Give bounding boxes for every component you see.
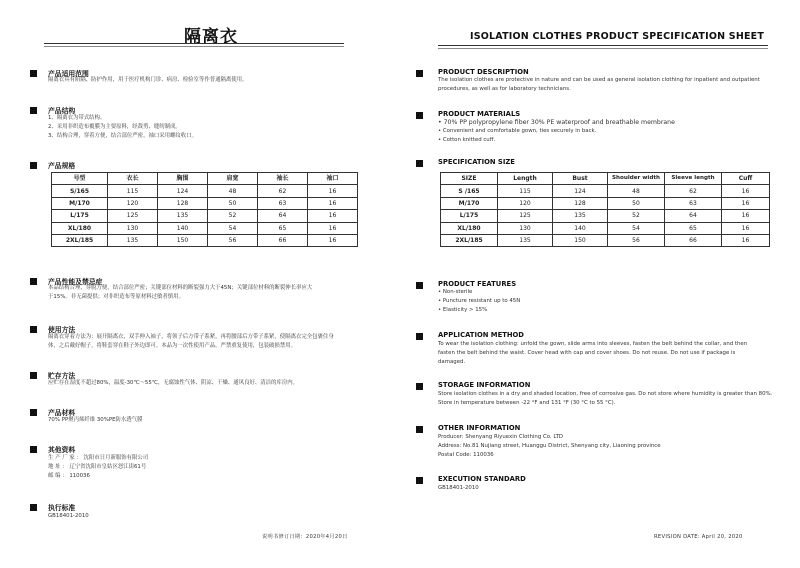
storage-text-line: 应贮存在湿度不超过80%，温度-30℃～55℃，无腐蚀性气体、阴凉、干燥、通风良好、清洁的库房内。 xyxy=(48,380,298,386)
section-title-other: OTHER INFORMATION xyxy=(438,424,521,432)
features-text-line: • Non-sterile xyxy=(438,289,473,295)
table-cell: 52 xyxy=(608,210,665,222)
table-cell: 2XL/185 xyxy=(441,234,498,246)
standard-text-line: GB18401-2010 xyxy=(438,485,479,491)
table-cell: 16 xyxy=(722,185,770,197)
page-title-en: ISOLATION CLOTHES PRODUCT SPECIFICATION SHEET xyxy=(470,31,765,42)
size-table-cn xyxy=(51,172,358,247)
table-cell: 16 xyxy=(722,234,770,246)
section-title-structure: 产品结构 xyxy=(48,107,76,115)
table-cell: 115 xyxy=(108,185,158,197)
table-cell: 16 xyxy=(308,197,358,209)
table-cell: 63 xyxy=(258,197,308,209)
table-header-cell: 衣长 xyxy=(108,173,158,185)
title-underline-thin xyxy=(44,46,344,47)
section-title-storage: 贮存方法 xyxy=(48,372,76,380)
table-cell: 48 xyxy=(208,185,258,197)
table-cell: 16 xyxy=(308,185,358,197)
section-title-features: PRODUCT FEATURES xyxy=(438,280,517,288)
table-header-cell: 胸围 xyxy=(158,173,208,185)
english-spec-page xyxy=(400,0,800,568)
section-title-storage: STORAGE INFORMATION xyxy=(438,381,531,389)
table-cell: 130 xyxy=(498,222,553,234)
table-header-cell: 号型 xyxy=(52,173,108,185)
section-title-standard: EXECUTION STANDARD xyxy=(438,475,526,483)
section-title-materials: 产品材料 xyxy=(48,409,76,417)
table-cell: 65 xyxy=(665,222,722,234)
table-cell: 120 xyxy=(498,197,553,209)
table-cell: 135 xyxy=(498,234,553,246)
table-cell: XL/180 xyxy=(52,222,108,234)
method-text-line: 隔离衣穿着方法为：展开隔离衣，双手伸入袖子，将领子后方带子系紧，再将腰部后方带子系紧，使隔离衣完全包裹住身 xyxy=(48,334,334,340)
table-header-cell: Sleeve length xyxy=(665,173,722,185)
table-cell: 16 xyxy=(722,197,770,209)
section-title-other: 其他资料 xyxy=(48,446,76,454)
materials-text-line: • Convenient and comfortable gown, ties securely in back. xyxy=(438,128,597,134)
section-title-description: PRODUCT DESCRIPTION xyxy=(438,68,529,76)
table-cell: 115 xyxy=(498,185,553,197)
section-bullet-icon xyxy=(416,112,423,119)
page-title-cn: 隔离衣 xyxy=(184,27,238,47)
table-cell: 16 xyxy=(722,222,770,234)
table-row xyxy=(441,210,770,222)
size-table-en xyxy=(440,172,770,247)
table-cell: 54 xyxy=(208,222,258,234)
section-title-spec: SPECIFICATION SIZE xyxy=(438,158,515,166)
table-cell: 54 xyxy=(608,222,665,234)
table-cell: M/170 xyxy=(52,197,108,209)
structure-text-line: 1、隔离衣为带式结构。 xyxy=(48,115,106,121)
table-row xyxy=(52,222,358,234)
table-cell: 48 xyxy=(608,185,665,197)
other-text-line: Postal Code: 110036 xyxy=(438,452,494,458)
scope-text-line: 隔离衣具有阻隔、防护作用，用于医疗机构门诊、病房、检验室等作普通隔离使用。 xyxy=(48,77,248,83)
other-text-line: 生 产 厂 家 ： 沈阳市日月新服饰有限公司 xyxy=(48,455,149,461)
table-cell: 124 xyxy=(553,185,608,197)
table-cell: M/170 xyxy=(441,197,498,209)
table-cell: S/165 xyxy=(52,185,108,197)
section-bullet-icon xyxy=(416,70,423,77)
table-header-cell: Bust xyxy=(553,173,608,185)
other-text-line: Producer: Shenyang Riyuexin Clothing Co. LTD xyxy=(438,434,564,440)
structure-text-line: 3、结构合理，穿着方便，结合部位严密，袖口采用螺纹收口。 xyxy=(48,133,197,139)
title-underline xyxy=(438,45,768,46)
table-cell: 135 xyxy=(553,210,608,222)
table-cell: L/175 xyxy=(52,210,108,222)
section-bullet-icon xyxy=(30,326,37,333)
section-bullet-icon xyxy=(30,504,37,511)
table-row xyxy=(441,222,770,234)
section-title-method: APPLICATION METHOD xyxy=(438,331,524,339)
section-bullet-icon xyxy=(416,282,423,289)
section-title-method: 使用方法 xyxy=(48,326,76,334)
table-cell: 63 xyxy=(665,197,722,209)
table-row xyxy=(441,197,770,209)
table-cell: S /165 xyxy=(441,185,498,197)
features-text-line: 于15%。非无菌提供；对非织造布等原材料过敏者慎用。 xyxy=(48,294,184,300)
title-underline xyxy=(44,43,344,44)
table-cell: 135 xyxy=(158,210,208,222)
table-cell: 65 xyxy=(258,222,308,234)
table-cell: 62 xyxy=(665,185,722,197)
section-bullet-icon xyxy=(30,372,37,379)
section-title-standard: 执行标准 xyxy=(48,504,76,512)
table-row xyxy=(52,197,358,209)
table-cell: 124 xyxy=(158,185,208,197)
materials-text-line: • Cotton knitted cuff. xyxy=(438,137,496,143)
table-row xyxy=(52,185,358,197)
table-row xyxy=(441,234,770,246)
features-text-line: • Elasticity > 15% xyxy=(438,307,488,313)
table-cell: 56 xyxy=(608,234,665,246)
table-cell: 52 xyxy=(208,210,258,222)
standard-text-line: GB18401-2010 xyxy=(48,513,89,519)
title-underline-thin xyxy=(438,48,768,49)
section-bullet-icon xyxy=(416,477,423,484)
table-row xyxy=(441,185,770,197)
table-cell: 66 xyxy=(665,234,722,246)
storage-text-line: Store in temperature between -22 °F and 131 °F (30 °C to 55 °C). xyxy=(438,400,616,406)
table-cell: 66 xyxy=(258,234,308,246)
table-cell: 2XL/185 xyxy=(52,234,108,246)
revision-date-cn: 说明书修订日期：2020年4月20日 xyxy=(262,534,348,540)
description-text-line: procedures, as well as for laboratory technicians. xyxy=(438,86,571,92)
table-cell: L/175 xyxy=(441,210,498,222)
section-bullet-icon xyxy=(30,446,37,453)
materials-text-line: 70% PP聚丙烯纤维 30%PE防水透气膜 xyxy=(48,417,143,423)
other-text-line: Address: No.81 Nujiang street, Huanggu District, Shenyang city, Liaoning province xyxy=(438,443,661,449)
table-row xyxy=(52,210,358,222)
method-text-line: To wear the isolation clothing: unfold the gown, slide arms into sleeves, fasten the belt behind the collar, and then xyxy=(438,341,748,347)
table-header-cell: 袖长 xyxy=(258,173,308,185)
revision-date-en: REVISION DATE: April 20, 2020 xyxy=(654,534,743,540)
section-title-scope: 产品适用范围 xyxy=(48,70,89,78)
table-cell: 64 xyxy=(665,210,722,222)
section-title-materials: PRODUCT MATERIALS xyxy=(438,110,521,118)
other-text-line: 邮 编 ： 110036 xyxy=(48,473,90,479)
table-cell: 16 xyxy=(308,222,358,234)
table-header-cell: SIZE xyxy=(441,173,498,185)
structure-text-line: 2、采用非织造布覆膜为主要原料，经裁剪、缝纫制成。 xyxy=(48,124,181,130)
features-text-line: • Puncture resistant up to 45N xyxy=(438,298,521,304)
table-cell: 50 xyxy=(608,197,665,209)
table-cell: 125 xyxy=(108,210,158,222)
table-cell: 128 xyxy=(553,197,608,209)
section-bullet-icon xyxy=(416,333,423,340)
table-cell: 130 xyxy=(108,222,158,234)
description-text-line: The isolation clothes are protective in nature and can be used as general isolation clothing for inpatient and outpatient xyxy=(438,77,760,83)
table-header-cell: Cuff xyxy=(722,173,770,185)
storage-text-line: Store isolation clothes in a dry and shaded location, free of corrosive gas. Do not store where humidity is greater than 80%. xyxy=(438,391,773,397)
table-cell: 16 xyxy=(308,210,358,222)
table-row xyxy=(52,234,358,246)
table-cell: 64 xyxy=(258,210,308,222)
table-cell: 62 xyxy=(258,185,308,197)
table-header-cell: 袖口 xyxy=(308,173,358,185)
table-header-cell: Length xyxy=(498,173,553,185)
table-cell: 150 xyxy=(158,234,208,246)
table-cell: 16 xyxy=(722,210,770,222)
materials-text-line: • 70% PP polypropylene fiber 30% PE waterproof and breathable membrane xyxy=(438,119,675,126)
table-cell: 128 xyxy=(158,197,208,209)
table-header-row xyxy=(441,173,770,185)
other-text-line: 地 址 ： 辽宁省沈阳市皇姑区怒江街61号 xyxy=(48,464,147,470)
table-header-cell: Shoulder width xyxy=(608,173,665,185)
section-bullet-icon xyxy=(416,426,423,433)
table-cell: 56 xyxy=(208,234,258,246)
table-cell: 135 xyxy=(108,234,158,246)
table-cell: 120 xyxy=(108,197,158,209)
table-cell: 125 xyxy=(498,210,553,222)
table-header-cell: 肩宽 xyxy=(208,173,258,185)
section-bullet-icon xyxy=(30,278,37,285)
section-title-features: 产品性能及禁忌症 xyxy=(48,278,103,286)
section-bullet-icon xyxy=(416,160,423,167)
table-cell: XL/180 xyxy=(441,222,498,234)
section-bullet-icon xyxy=(416,383,423,390)
section-bullet-icon xyxy=(30,409,37,416)
table-cell: 50 xyxy=(208,197,258,209)
method-text-line: fasten the belt behind the waist. Cover head with cap and cover shoes. Do not reuse. Do not use if package is xyxy=(438,350,736,356)
method-text-line: damaged. xyxy=(438,359,466,365)
table-cell: 150 xyxy=(553,234,608,246)
section-bullet-icon xyxy=(30,162,37,169)
table-header-row xyxy=(52,173,358,185)
section-bullet-icon xyxy=(30,70,37,77)
method-text-line: 体，之后戴好帽子，将鞋套穿在鞋子外边即可。本品为一次性使用产品，严禁重复使用，包装破损禁用。 xyxy=(48,343,296,349)
table-cell: 140 xyxy=(158,222,208,234)
section-bullet-icon xyxy=(30,107,37,114)
section-title-spec: 产品规格 xyxy=(48,162,76,170)
features-text-line: 本品结构合理，穿脱方便，结合部位严密；关键部位材料的断裂强力大于45N；关键部位材料的断裂伸长率应大 xyxy=(48,285,313,291)
table-cell: 16 xyxy=(308,234,358,246)
table-cell: 140 xyxy=(553,222,608,234)
